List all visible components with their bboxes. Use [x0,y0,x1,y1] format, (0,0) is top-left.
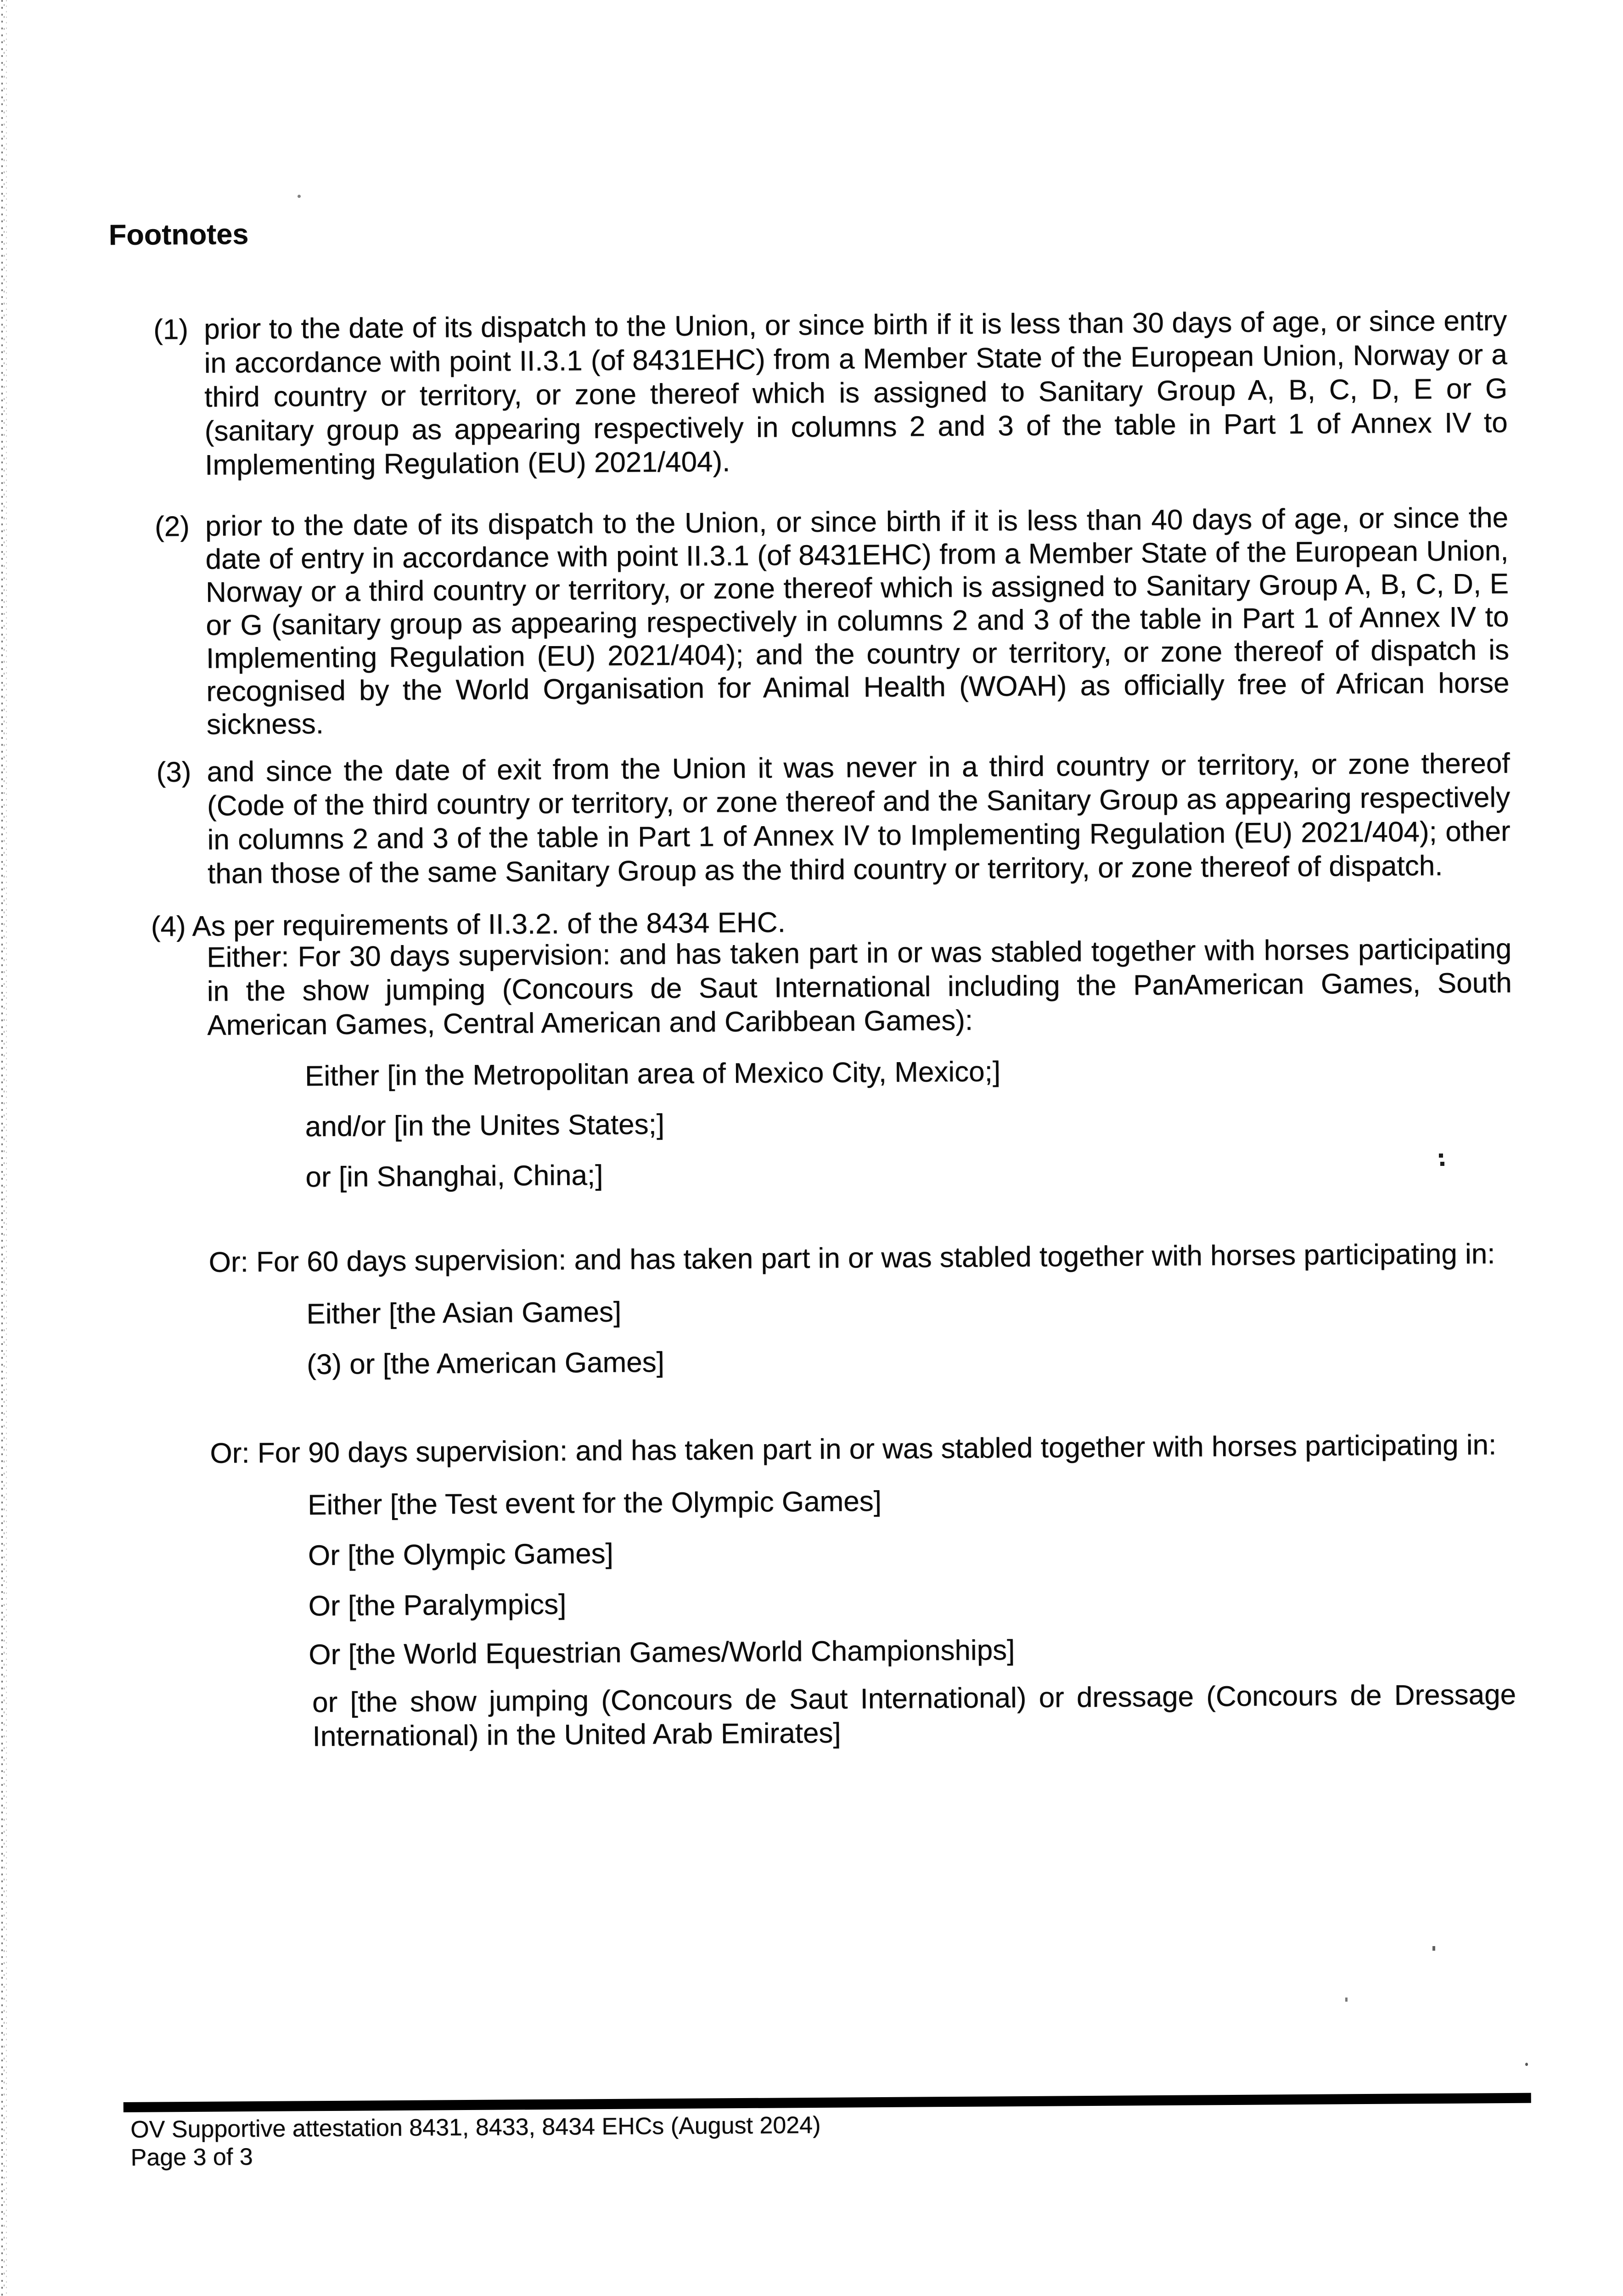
footnote-3-number: (3) [156,756,191,788]
supervision-90-intro: Or: For 90 days supervision: and has taken part in or was stabled together with horses participating in: [210,1429,1497,1469]
footnote-3 [156,747,1511,892]
supervision-60-intro: Or: For 60 days supervision: and has taken part in or was stabled together with horses participating in: [208,1238,1495,1278]
footnote-1-number: (1) [153,313,189,346]
footnote-4-number: (4) [151,910,192,943]
supervision-90-option-4: Or [the World Equestrian Games/World Championships] [309,1634,1015,1671]
footnote-2-text: prior to the date of its dispatch to the Union, or since birth if it is less than 40 days of age, or since the date of entry in accordance with point II.3.1 (of 8431EHC) from a Member State of the European Union, Norway or a third country or territory, or zone thereof which is assigned to Sanitary Group A, B, C, D, E or G (sanitary group as appearing respectively in columns 2 and 3 of the table in Part 1 of Annex IV to Implementing Regulation (EU) 2021/404); and the country or territory, or zone thereof of dispatch is recognised by the World Organisation for Animal Health (WOAH) as officially free of African horse sickness. [205,501,1510,741]
footer [130,2111,821,2172]
scan-edge-noise [0,0,8,2296]
footnote-1 [153,304,1508,483]
supervision-90-option-5: or [the show jumping (Concours de Saut International) or dressage (Concours de Dressage International) in the United Arab Emirates] [312,1678,1516,1753]
supervision-30-option-3: or [in Shanghai, China;] [305,1159,603,1193]
footnote-4-text: As per requirements of II.3.2. of the 8434 EHC. [192,906,786,942]
footnote-3-text: and since the date of exit from the Union it was never in a third country or territory, or zone thereof (Code of the third country or territory, or zone thereof and the Sanitary Group as appearing respectively in columns 2 and 3 of the table in Part 1 of Annex IV to Implementing Regulation (EU) 2021/404); other than those of the same Sanitary Group as the third country or territory, or zone thereof of dispatch. [207,747,1511,890]
supervision-90-option-2: Or [the Olympic Games] [308,1537,614,1572]
footer-page-number: Page 3 of 3 [130,2144,253,2171]
footnote-2 [155,501,1510,742]
supervision-60-option-2: (3) or [the American Games] [306,1346,665,1381]
footnote-2-number: (2) [154,510,190,543]
supervision-60-option-1: Either [the Asian Games] [306,1296,622,1330]
footnote-1-text: prior to the date of its dispatch to the Union, or since birth if it is less than 30 days of age, or since entry in accordance with point II.3.1 (of 8431EHC) from a Member State of the European Union, Norway or a third country or territory, or zone thereof which is assigned to Sanitary Group A, B, C, D, E or G (sanitary group as appearing respectively in columns 2 and 3 of the table in Part 1 of Annex IV to Implementing Regulation (EU) 2021/404). [203,304,1508,481]
supervision-30-option-1: Either [in the Metropolitan area of Mexico City, Mexico;] [304,1056,1001,1092]
supervision-90-option-1: Either [the Test event for the Olympic Games] [307,1486,882,1521]
supervision-30-option-2: and/or [in the Unites States;] [305,1109,665,1143]
supervision-30-intro: Either: For 30 days supervision: and has taken part in or was stabled together with horses participating in the show jumping (Concours de Saut International including the PanAmerican Games, South American Games, Central American and Caribbean Games): [206,933,1512,1041]
page-title: Footnotes [108,218,249,252]
supervision-90-option-3: Or [the Paralympics] [308,1588,567,1622]
footer-doc-reference: OV Supportive attestation 8431, 8433, 8434 EHCs (August 2024) [130,2111,821,2143]
footer-divider-rule [124,2093,1531,2112]
